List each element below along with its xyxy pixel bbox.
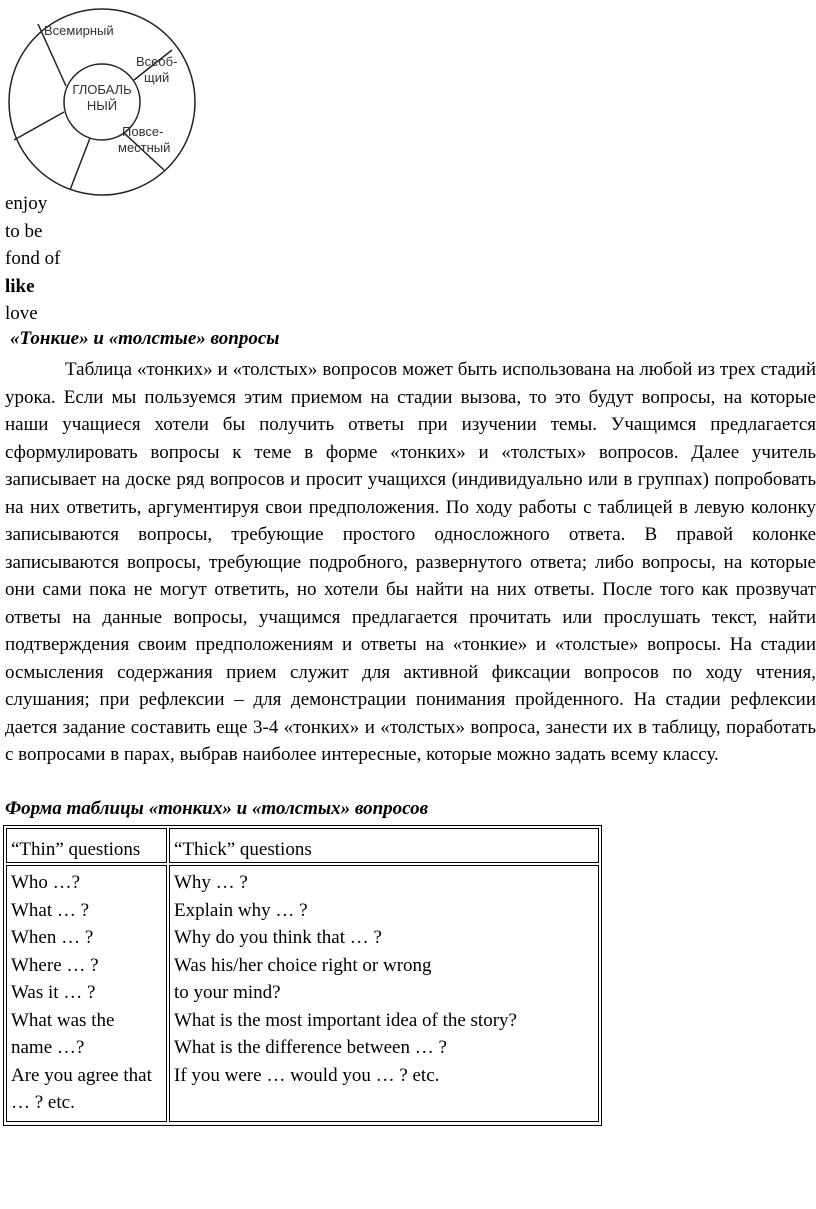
question-line: What is the difference between … ? (174, 1037, 447, 1058)
question-line: Why do you think that … ? (174, 927, 382, 948)
question-line: Was it … ? (11, 982, 96, 1003)
word-item: to be (5, 220, 43, 242)
word-wheel-diagram (4, 4, 200, 200)
header-cell-thin (6, 828, 167, 863)
section-heading: «Тонкие» и «толстые» вопросы (10, 328, 280, 349)
segment-label: местный (118, 140, 171, 155)
question-line: Explain why … ? (174, 899, 308, 921)
segment-label: Всемирный (44, 23, 114, 38)
question-line: Are you agree that (11, 1064, 152, 1086)
segment-label: Повсе- (122, 124, 164, 139)
question-line: What is the most important idea of the story? (174, 1009, 517, 1031)
thin-questions-cell (6, 865, 167, 1122)
divider-line (14, 112, 64, 140)
word-item: like (5, 275, 35, 297)
question-line: If you were … would you … ? etc. (174, 1064, 440, 1086)
word-item: enjoy (5, 193, 48, 214)
question-line: When … ? (11, 927, 94, 948)
header-thin-label: “Thin” questions (11, 839, 141, 860)
header-cell-thick (169, 828, 599, 863)
divider-line (70, 138, 90, 190)
thick-questions-cell (169, 865, 599, 1122)
question-line: name …? (11, 1037, 85, 1058)
question-line: Where … ? (11, 954, 99, 976)
questions-table (3, 825, 602, 1126)
word-list (5, 190, 60, 328)
thick-question-list (174, 869, 517, 1089)
question-line: … ? etc. (11, 1092, 75, 1113)
question-line: What was the (11, 1009, 115, 1031)
word-item: fond of (5, 248, 61, 269)
question-line: Was his/her choice right or wrong (174, 954, 432, 976)
segment-label: Всеоб- (136, 54, 178, 69)
body-paragraph: Таблица «тонких» и «толстых» вопросов может быть использована на любой из трех стадий урока. Если мы пользуемся этим приемом на стадии вызова, то это будут вопросы, на которые наши учащиеся хотели бы получить ответы при изучении темы. Учащимся предлагается сформулировать вопросы к теме в форме «тонких» и «толстых» вопросов. Далее учитель записывает на доске ряд вопросов и просит учащихся (индивидуально или в группах) попробовать на них ответить, аргументируя свои предположения. По ходу работы с таблицей в левую колонку записываются вопросы, требующие простого односложного ответа. В правой колонке записываются вопросы, требующие подробного, развернутого ответа; либо вопросы, на которые они сами пока не могут ответить, но хотели бы найти на них ответы. После того как прозвучат ответы на данные вопросы, учащимся предлагается прочитать или прослушать текст, найти подтверждения своим предположениям и ответы на «тонкие» и «толстые» вопросы. На стадии осмысления содержания прием служит для активной фиксации вопросов по ходу чтения, слушания; при рефлексии – для демонстрации понимания пройденного. На стадии рефлексии дается задание составить еще 3-4 «тонких» и «толстых» вопроса, занести их в таблицу, поработать с вопросами в парах, выбрав наиболее интересные, которые можно задать всему классу. (5, 359, 816, 765)
question-line: Who …? (11, 872, 81, 893)
segment-label: щий (144, 70, 170, 85)
center-label: НЫЙ (86, 98, 118, 113)
header-thick-label: “Thick” questions (174, 839, 312, 860)
question-line: What … ? (11, 899, 90, 921)
question-line: Why … ? (174, 872, 248, 893)
thin-question-list (11, 869, 152, 1117)
word-item: love (5, 303, 38, 324)
center-label: ГЛОБАЛЬ (72, 82, 132, 97)
table-heading: Форма таблицы «тонких» и «толстых» вопросов (5, 798, 429, 819)
question-line: to your mind? (174, 982, 281, 1003)
